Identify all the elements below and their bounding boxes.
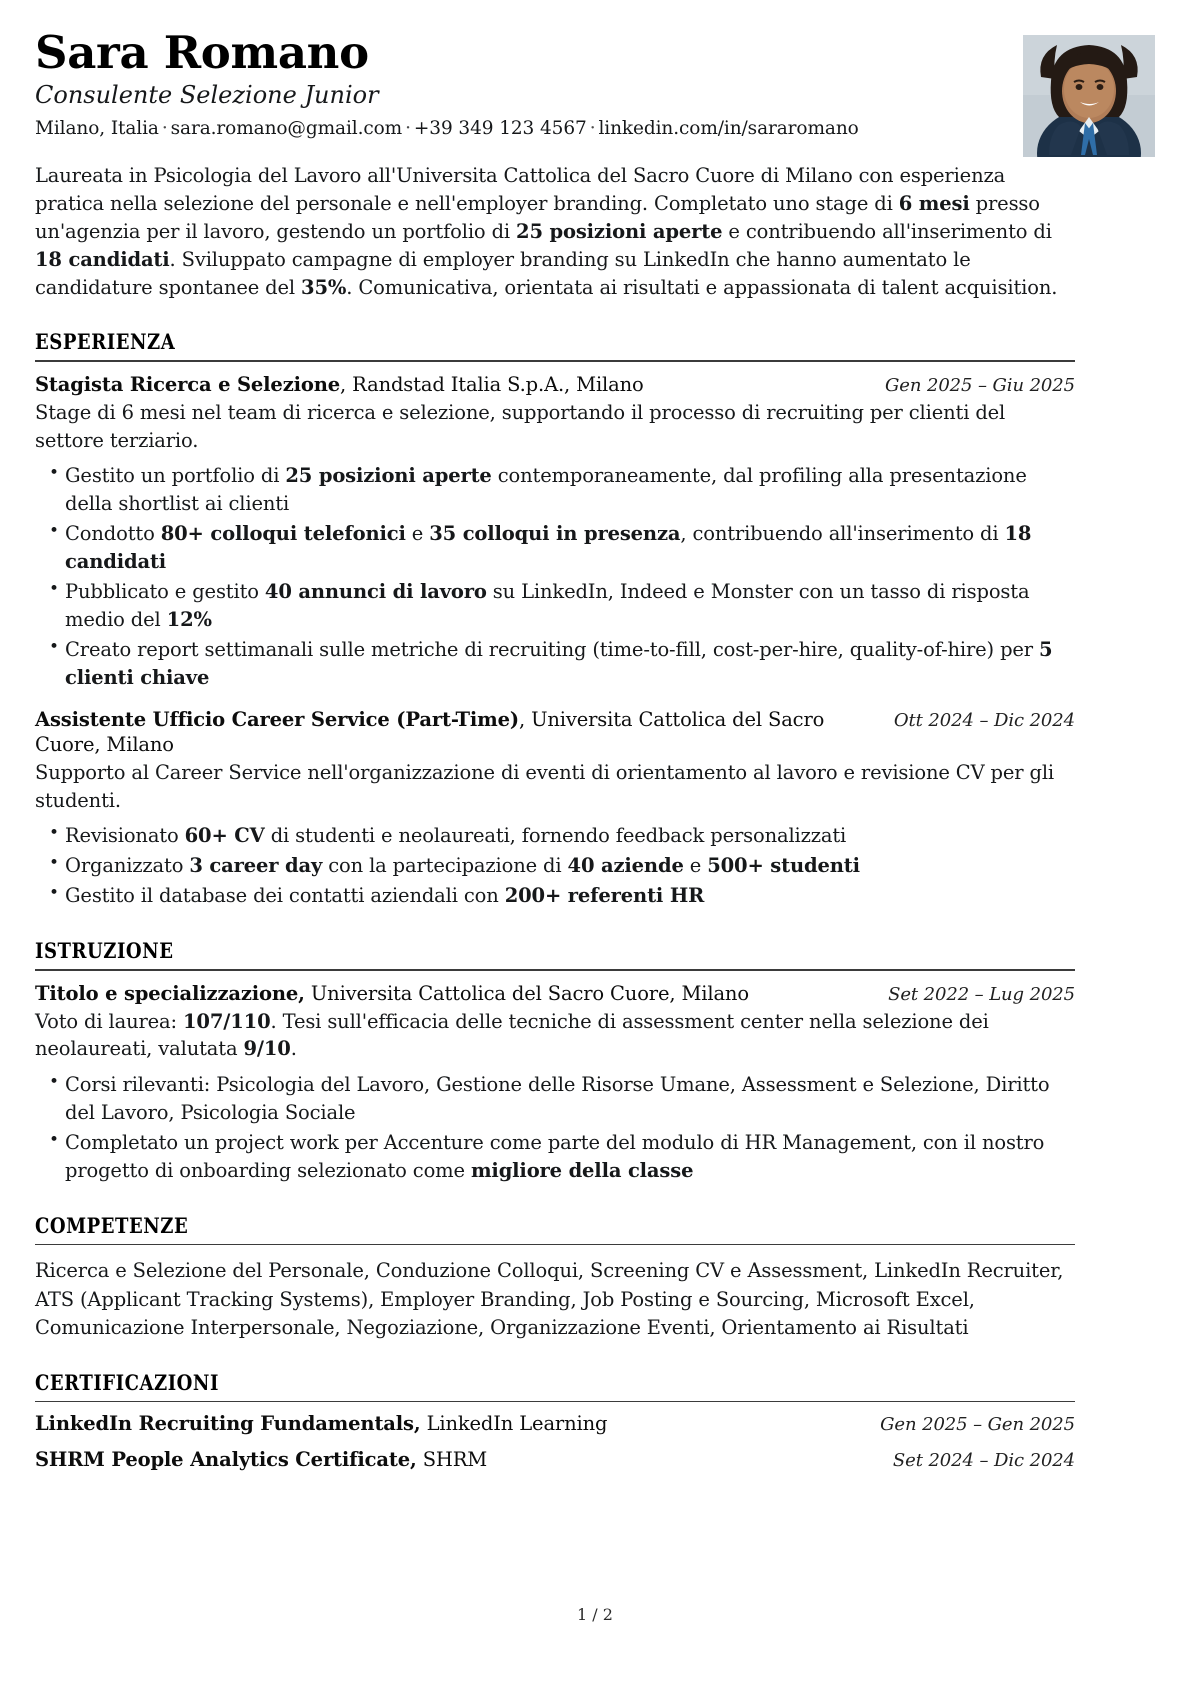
- entry-organization: , Universita Cattolica del Sacro Cuore, Milano: [35, 707, 825, 756]
- page-title: Sara Romano: [35, 26, 369, 79]
- experience-list: [35, 372, 1075, 910]
- summary-paragraph: Laureata in Psicologia del Lavoro all'Universita Cattolica del Sacro Cuore di Milano con esperienza pratica nella selezione del personale e nell'employer branding. Completato uno stage di 6 mesi presso un'agenzia per il lavoro, gestendo un portfolio di 25 posizioni aperte e contribuendo all'inserimento di 18 candidati. Sviluppato campagne di employer branding su LinkedIn che hanno aumentato le candidature spontanee del 35%. Comunicativa, orientata ai risultati e appassionata di talent acquisition.: [35, 164, 1058, 299]
- entry-head: [35, 981, 1075, 1006]
- contact-line: [35, 117, 1075, 141]
- entry-description: Supporto al Career Service nell'organizzazione di eventi di orientamento al lavoro e revisione CV per gli studenti.: [35, 761, 1055, 812]
- entry-title: [35, 981, 870, 1006]
- entry-description: Stage di 6 mesi nel team di ricerca e selezione, supportando il processo di recruiting per clienti del settore terziario.: [35, 401, 1006, 452]
- entry-date: Gen 2025 – Giu 2025: [885, 374, 1075, 396]
- list-item: • Corsi rilevanti: Psicologia del Lavoro, Gestione delle Risorse Umane, Assessment e Selezione, Diritto del Lavoro, Psicologia Sociale: [35, 1071, 1075, 1127]
- entry-role: Titolo e specializzazione,: [35, 981, 305, 1005]
- certifications-list: [35, 1412, 1075, 1471]
- list-item: • Creato report settimanali sulle metriche di recruiting (time-to-fill, cost-per-hire, quality-of-hire) per 5 clienti chiave: [35, 636, 1075, 692]
- contact-separator-1: ·: [161, 118, 168, 140]
- section-divider: [35, 360, 1075, 362]
- list-item: • Organizzato 3 career day con la partecipazione di 40 aziende e 500+ studenti: [35, 852, 1075, 880]
- skills-text: Ricerca e Selezione del Personale, Conduzione Colloqui, Screening CV e Assessment, LinkedIn Recruiter, ATS (Applicant Tracking Systems), Employer Branding, Job Posting e Sourcing, Microsoft Excel, Comunicazione Interpersonale, Negoziazione, Organizzazione Eventi, Orientamento ai Risultati: [35, 1259, 1064, 1339]
- bullet-list: [35, 1071, 1075, 1185]
- list-item: • Condotto 80+ colloqui telefonici e 35 colloqui in presenza, contribuendo all'inserimento di 18 candidati: [35, 520, 1075, 576]
- entry-head: [35, 372, 1075, 397]
- job-subtitle: Consulente Selezione Junior: [35, 80, 379, 109]
- list-item: • Gestito un portfolio di 25 posizioni aperte contemporaneamente, dal profiling alla presentazione della shortlist ai clienti: [35, 462, 1075, 518]
- list-item: • Gestito il database dei contatti aziendali con 200+ referenti HR: [35, 882, 1075, 910]
- entry-head: [35, 707, 1075, 758]
- section-certifications: [35, 1370, 1075, 1472]
- avatar: [1023, 35, 1155, 157]
- profile-photo-icon: [1023, 35, 1155, 157]
- contact-linkedin[interactable]: linkedin.com/in/sararomano: [598, 118, 859, 140]
- section-education: [35, 938, 1075, 1185]
- contact-separator-2: ·: [405, 118, 411, 140]
- contact-phone[interactable]: +39 349 123 4567: [413, 118, 587, 140]
- entry: [35, 372, 1075, 693]
- list-item: • Pubblicato e gestito 40 annunci di lavoro su LinkedIn, Indeed e Monster con un tasso di risposta medio del 12%: [35, 578, 1075, 634]
- certification-row: [35, 1448, 1075, 1471]
- entry-title: [35, 707, 876, 758]
- certification-date: Set 2024 – Dic 2024: [892, 1450, 1075, 1472]
- entry: [35, 707, 1075, 911]
- certification-issuer: LinkedIn Learning: [420, 1412, 608, 1436]
- contact-location: Milano, Italia: [35, 118, 159, 140]
- entry-title: [35, 372, 867, 397]
- certification-row: [35, 1412, 1075, 1435]
- certification-date: Gen 2025 – Gen 2025: [880, 1414, 1075, 1436]
- list-item: • Completato un project work per Accenture come parte del modulo di HR Management, con il nostro progetto di onboarding selezionato come migliore della classe: [35, 1129, 1075, 1185]
- section-title-education: ISTRUZIONE: [35, 938, 174, 964]
- certification-name: LinkedIn Recruiting Fundamentals, LinkedIn Learning: [35, 1412, 608, 1436]
- section-title-experience: ESPERIENZA: [35, 329, 176, 355]
- education-list: [35, 981, 1075, 1185]
- section-experience: [35, 329, 1075, 910]
- certification-name: SHRM People Analytics Certificate, SHRM: [35, 1448, 488, 1472]
- page-footer: 1 / 2: [577, 1605, 613, 1624]
- bullet-list: [35, 462, 1075, 693]
- section-title-skills: COMPETENZE: [35, 1212, 189, 1238]
- entry: [35, 981, 1075, 1185]
- entry-date: Set 2022 – Lug 2025: [888, 983, 1075, 1005]
- section-title-certifications: CERTIFICAZIONI: [35, 1369, 219, 1395]
- entry-role: Stagista Ricerca e Selezione: [35, 372, 341, 396]
- section-skills: [35, 1213, 1075, 1342]
- entry-organization: , Randstad Italia S.p.A., Milano: [340, 372, 644, 396]
- section-divider: [35, 1401, 1075, 1403]
- section-divider: [35, 969, 1075, 971]
- contact-email[interactable]: sara.romano@gmail.com: [170, 118, 403, 140]
- resume-header: [35, 26, 1075, 150]
- entry-role: Assistente Ufficio Career Service (Part-Time): [35, 707, 519, 731]
- certification-issuer: SHRM: [416, 1448, 488, 1472]
- bullet-list: [35, 822, 1075, 910]
- entry-organization: Universita Cattolica del Sacro Cuore, Milano: [304, 981, 749, 1005]
- entry-date: Ott 2024 – Dic 2024: [893, 709, 1075, 731]
- entry-description: Voto di laurea: 107/110. Tesi sull'efficacia delle tecniche di assessment center nella selezione dei neolaureati, valutata 9/10.: [35, 1009, 989, 1061]
- section-divider: [35, 1244, 1075, 1246]
- list-item: • Revisionato 60+ CV di studenti e neolaureati, fornendo feedback personalizzati: [35, 822, 1075, 850]
- contact-separator-3: ·: [589, 118, 596, 140]
